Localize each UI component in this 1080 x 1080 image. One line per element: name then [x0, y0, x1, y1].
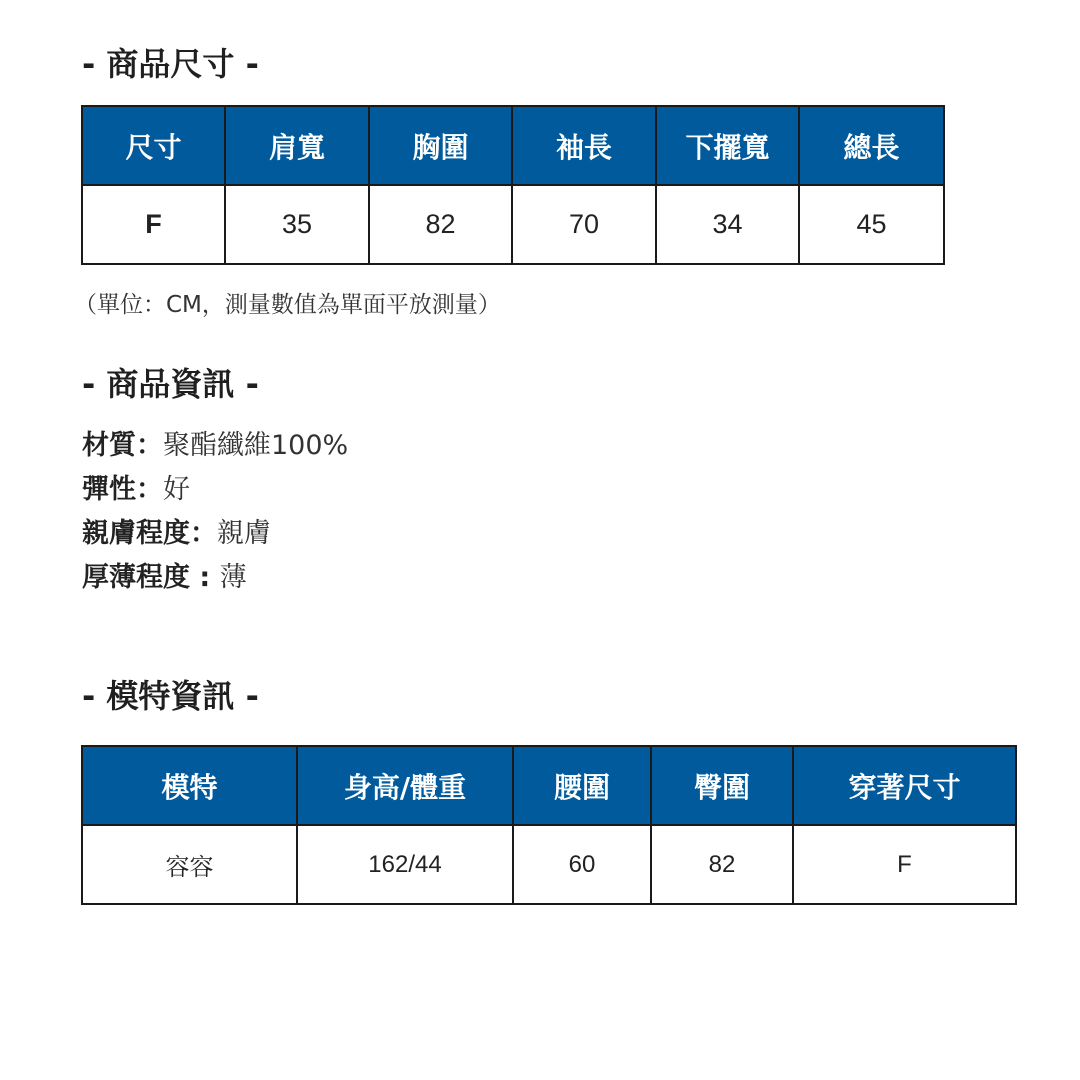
- size-cell-chest: 82: [369, 185, 512, 264]
- info-separator: ：: [136, 430, 163, 461]
- info-key-material: 材質: [82, 430, 136, 461]
- product-info-list: [82, 424, 348, 600]
- table-row: [82, 185, 944, 264]
- list-item: [82, 468, 348, 512]
- info-value-thickness: 薄: [219, 562, 247, 593]
- model-header-height-weight: 身高/體重: [297, 746, 513, 825]
- model-header-model: 模特: [82, 746, 297, 825]
- model-table: [81, 745, 1017, 905]
- size-header-chest: 胸圍: [369, 106, 512, 185]
- model-cell-worn-size: F: [793, 825, 1016, 904]
- size-header-shoulder: 肩寬: [225, 106, 369, 185]
- size-cell-sleeve: 70: [512, 185, 656, 264]
- info-separator: :: [190, 562, 220, 593]
- info-key-skin-friendliness: 親膚程度: [82, 518, 190, 549]
- info-key-elasticity: 彈性: [82, 474, 136, 505]
- info-separator: ：: [190, 518, 217, 549]
- model-header-waist: 腰圍: [513, 746, 651, 825]
- info-value-elasticity: 好: [163, 474, 190, 505]
- list-item: [82, 556, 348, 600]
- model-cell-name: 容容: [82, 825, 297, 904]
- list-item: [82, 424, 348, 468]
- model-header-worn-size: 穿著尺寸: [793, 746, 1016, 825]
- list-item: [82, 512, 348, 556]
- info-key-thickness: 厚薄程度: [82, 562, 190, 593]
- size-cell-shoulder: 35: [225, 185, 369, 264]
- measurement-note: （單位：CM，測量數值為單面平放測量）: [74, 292, 501, 318]
- size-cell-hem: 34: [656, 185, 799, 264]
- info-value-material: 聚酯纖維100%: [163, 430, 349, 461]
- size-table-header-row: [82, 106, 944, 185]
- table-row: [82, 825, 1016, 904]
- size-cell-size: F: [82, 185, 225, 264]
- info-value-skin-friendliness: 親膚: [217, 518, 271, 549]
- model-table-header-row: [82, 746, 1016, 825]
- info-separator: ：: [136, 474, 163, 505]
- size-header-hem: 下擺寬: [656, 106, 799, 185]
- size-header-sleeve: 袖長: [512, 106, 656, 185]
- model-cell-hip: 82: [651, 825, 793, 904]
- size-table: [81, 105, 945, 265]
- model-section-title: - 模特資訊 -: [82, 677, 259, 715]
- model-cell-waist: 60: [513, 825, 651, 904]
- size-header-length: 總長: [799, 106, 944, 185]
- model-cell-height-weight: 162/44: [297, 825, 513, 904]
- size-header-size: 尺寸: [82, 106, 225, 185]
- size-cell-length: 45: [799, 185, 944, 264]
- model-header-hip: 臀圍: [651, 746, 793, 825]
- info-section-title: - 商品資訊 -: [82, 365, 259, 403]
- size-section-title: - 商品尺寸 -: [82, 45, 259, 83]
